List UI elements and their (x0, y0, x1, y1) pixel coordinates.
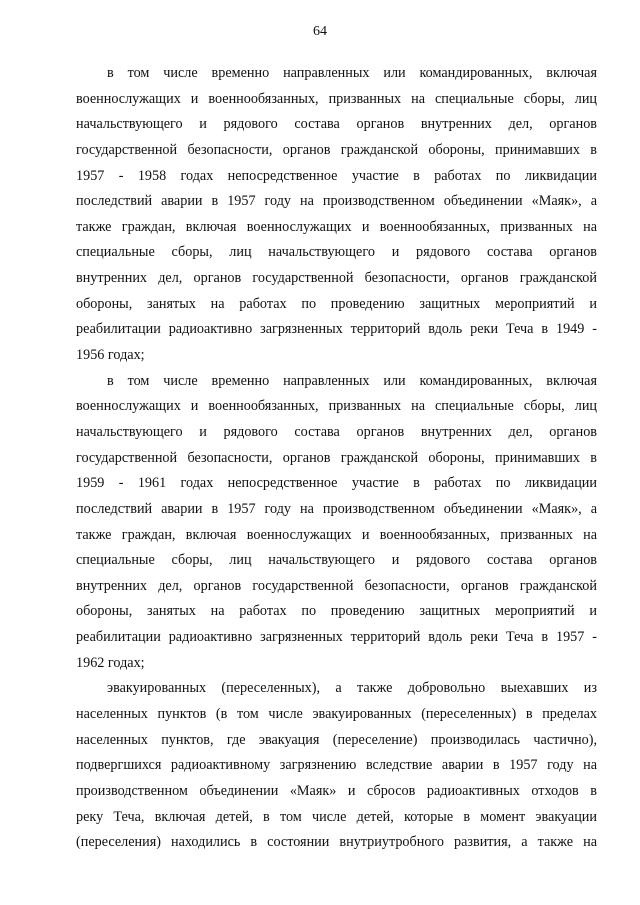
text-line: 1957 - 1958 годах непосредственное участие в работах по ликвидации (76, 167, 597, 184)
text-line: государственной безопасности, органов гражданской обороны, принимавших в (76, 449, 597, 466)
text-line: 1962 годах; (76, 654, 145, 671)
text-line: начальствующего и рядового состава органов внутренних дел, органов (76, 423, 597, 440)
paragraph (76, 369, 597, 677)
text-line: начальствующего и рядового состава органов внутренних дел, органов (76, 116, 597, 133)
text-line: подвергшихся радиоактивному загрязнению вследствие аварии в 1957 году на (76, 757, 597, 774)
text-line: также граждан, включая военнослужащих и военнообязанных, призванных на (76, 526, 597, 543)
text-line: реабилитации радиоактивно загрязненных территорий вдоль реки Теча в 1957 - (76, 629, 597, 646)
text-line: военнослужащих и военнообязанных, призванных на специальные сборы, лиц (76, 90, 597, 107)
body-text (76, 61, 597, 856)
text-line: 1956 годах; (76, 347, 145, 364)
text-line: населенных пунктов, где эвакуация (переселение) производилась частично), (76, 731, 597, 748)
text-line: последствий аварии в 1957 году на производственном объединении «Маяк», а (76, 500, 597, 517)
text-line: населенных пунктов (в том числе эвакуированных (переселенных) в пределах (76, 706, 597, 723)
text-line: (переселения) находились в состоянии внутриутробного развития, а также на (76, 834, 597, 851)
page-number: 64 (313, 24, 327, 39)
text-line: в том числе временно направленных или командированных, включая (107, 372, 597, 389)
paragraph (76, 676, 597, 855)
text-line: внутренних дел, органов государственной безопасности, органов гражданской (76, 577, 597, 594)
text-line: специальные сборы, лиц начальствующего и рядового состава органов (76, 244, 597, 261)
text-line: производственном объединении «Маяк» и сбросов радиоактивных отходов в (76, 782, 597, 799)
text-line: военнослужащих и военнообязанных, призванных на специальные сборы, лиц (76, 398, 597, 415)
paragraph (76, 61, 597, 369)
text-line: внутренних дел, органов государственной безопасности, органов гражданской (76, 270, 597, 287)
text-line: обороны, занятых на работах по проведению защитных мероприятий и (76, 603, 597, 620)
text-line: последствий аварии в 1957 году на производственном объединении «Маяк», а (76, 193, 597, 210)
text-line: реку Теча, включая детей, в том числе детей, которые в момент эвакуации (76, 808, 597, 825)
text-line: также граждан, включая военнослужащих и военнообязанных, призванных на (76, 218, 597, 235)
text-line: государственной безопасности, органов гражданской обороны, принимавших в (76, 141, 597, 158)
text-line: реабилитации радиоактивно загрязненных территорий вдоль реки Теча в 1949 - (76, 321, 597, 338)
text-line: 1959 - 1961 годах непосредственное участие в работах по ликвидации (76, 475, 597, 492)
text-line: в том числе временно направленных или командированных, включая (107, 65, 597, 81)
text-line: эвакуированных (переселенных), а также добровольно выехавших из (107, 680, 597, 697)
text-line: обороны, занятых на работах по проведению защитных мероприятий и (76, 295, 597, 312)
text-line: специальные сборы, лиц начальствующего и рядового состава органов (76, 552, 597, 569)
